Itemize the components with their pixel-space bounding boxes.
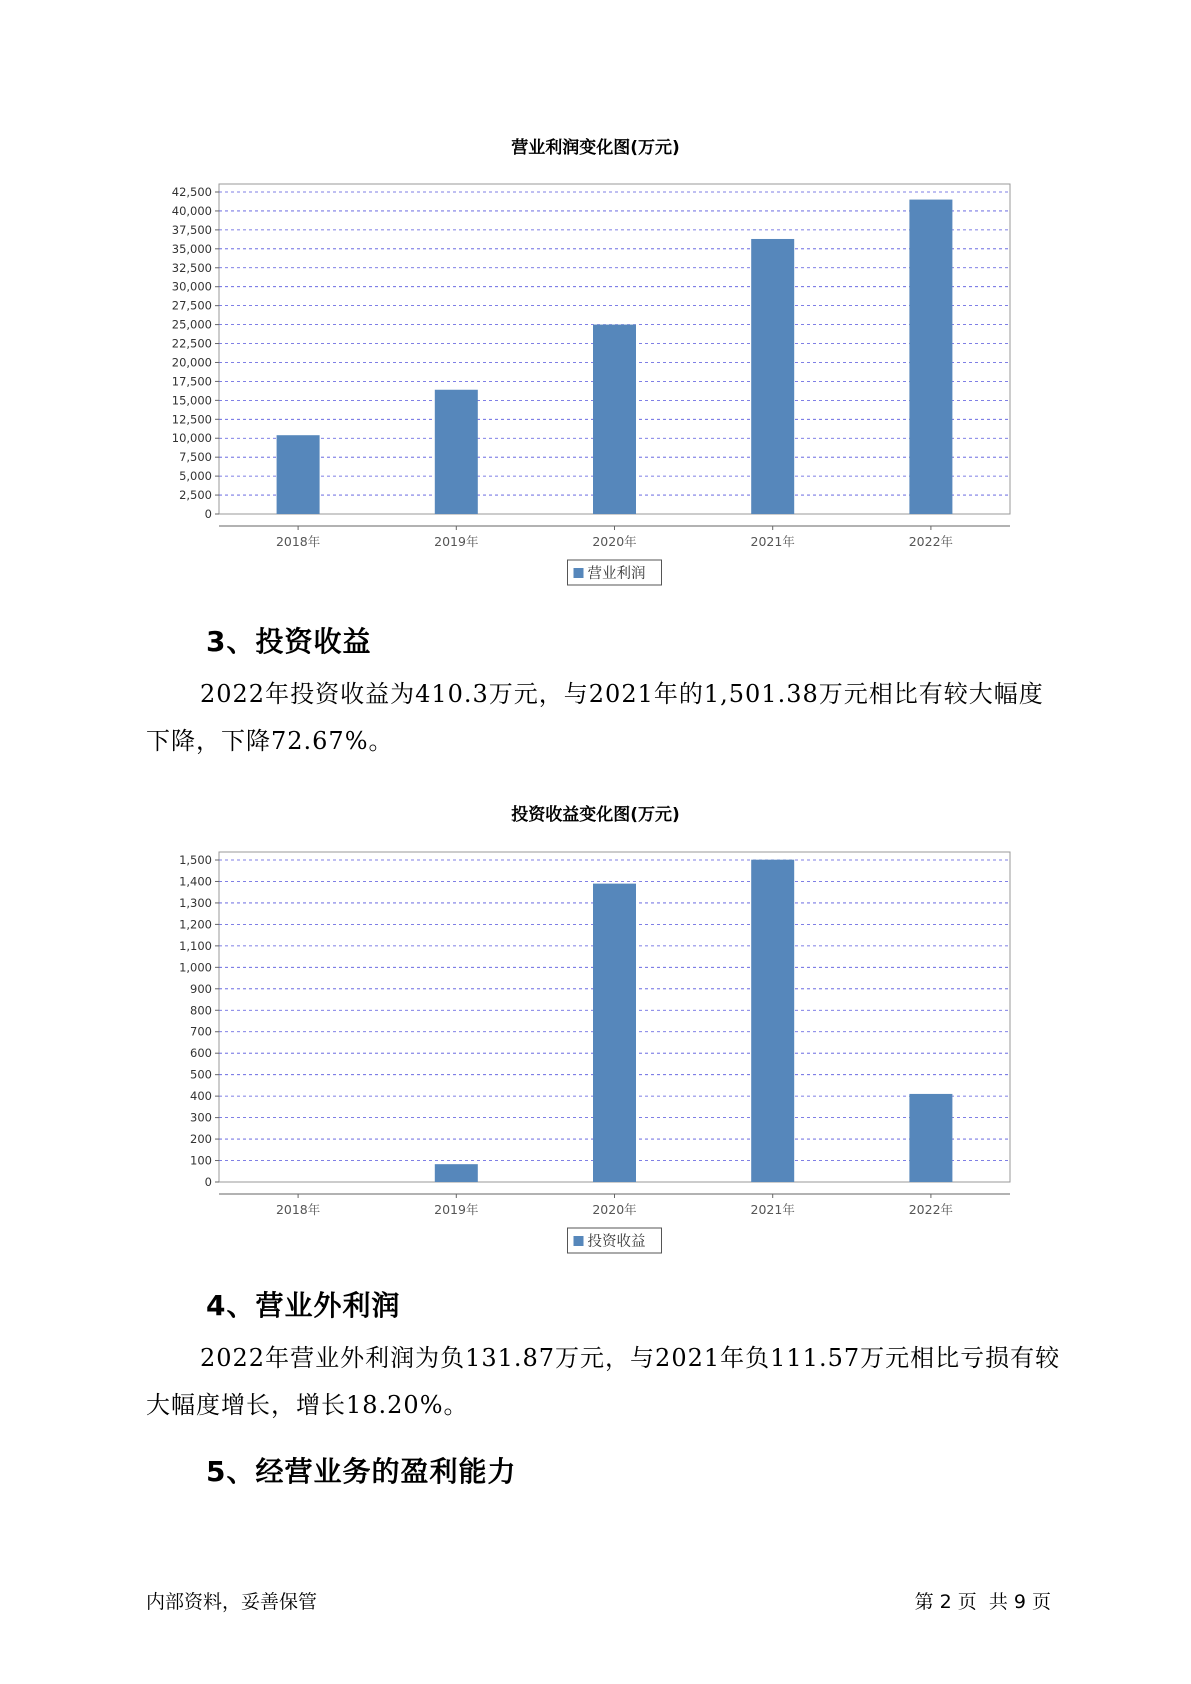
y-tick-label: 800 <box>190 1003 212 1018</box>
y-tick-label: 900 <box>190 981 212 996</box>
y-tick-label: 700 <box>190 1024 212 1039</box>
x-tick-label: 2022年 <box>908 1202 954 1217</box>
y-tick-label: 27,500 <box>171 298 212 313</box>
y-tick-label: 10,000 <box>171 431 212 446</box>
x-tick-label: 2019年 <box>434 1202 479 1217</box>
section-4-heading: 4、营业外利润 <box>206 1289 401 1322</box>
footer-confidential-note: 内部资料，妥善保管 <box>146 1591 318 1613</box>
y-tick-label: 1,300 <box>179 895 212 910</box>
section-3-heading: 3、投资收益 <box>206 625 372 658</box>
bar-2021年 <box>751 860 794 1182</box>
y-tick-label: 0 <box>204 507 212 521</box>
y-tick-label: 32,500 <box>171 260 212 275</box>
legend-label: 营业利润 <box>587 566 646 582</box>
section-5-heading: 5、经营业务的盈利能力 <box>206 1455 517 1488</box>
y-tick-label: 25,000 <box>171 317 212 332</box>
y-tick-label: 1,500 <box>179 853 212 867</box>
y-tick-label: 1,000 <box>179 960 212 975</box>
y-tick-label: 17,500 <box>171 374 212 389</box>
chart2-investment-income <box>0 828 1191 1268</box>
x-tick-label: 2021年 <box>750 1202 795 1217</box>
bar-2019年 <box>435 1164 478 1182</box>
bar-2020年 <box>593 325 636 514</box>
bar-2022年 <box>909 200 952 514</box>
y-tick-label: 30,000 <box>171 279 212 294</box>
y-tick-label: 40,000 <box>171 203 212 218</box>
section-4-paragraph: 2022年营业外利润为负131.87万元，与2021年负111.57万元相比亏损有较大幅度增长，增长18.20%。 <box>146 1344 1061 1419</box>
y-tick-label: 1,400 <box>179 874 212 889</box>
y-tick-label: 400 <box>190 1089 212 1104</box>
y-tick-label: 0 <box>204 1175 212 1189</box>
x-tick-label: 2021年 <box>750 534 795 549</box>
x-tick-label: 2022年 <box>908 534 954 549</box>
y-tick-label: 20,000 <box>171 355 212 370</box>
y-tick-label: 12,500 <box>171 412 212 427</box>
bar-2021年 <box>751 239 794 514</box>
x-tick-label: 2020年 <box>592 534 637 549</box>
section-3-paragraph: 2022年投资收益为410.3万元，与2021年的1,501.38万元相比有较大幅度下降，下降72.67%。 <box>146 680 1044 755</box>
y-tick-label: 300 <box>190 1110 212 1125</box>
y-tick-label: 600 <box>190 1046 212 1061</box>
y-tick-label: 5,000 <box>179 469 212 484</box>
y-tick-label: 2,500 <box>179 488 212 503</box>
chart1-title: 营业利润变化图(万元) <box>511 138 680 158</box>
bar-2019年 <box>435 390 478 514</box>
y-tick-label: 100 <box>190 1153 212 1168</box>
bar-2020年 <box>593 884 636 1182</box>
legend-swatch <box>574 568 584 578</box>
x-tick-label: 2018年 <box>275 534 321 549</box>
legend-swatch <box>574 1236 584 1246</box>
y-tick-label: 1,100 <box>179 938 212 953</box>
x-tick-label: 2018年 <box>275 1202 321 1217</box>
y-tick-label: 37,500 <box>171 222 212 237</box>
chart2-title: 投资收益变化图(万元) <box>511 805 680 825</box>
legend-label: 投资收益 <box>587 1234 646 1250</box>
y-tick-label: 22,500 <box>171 336 212 351</box>
y-tick-label: 500 <box>190 1067 212 1082</box>
x-tick-label: 2019年 <box>434 534 479 549</box>
y-tick-label: 15,000 <box>171 393 212 408</box>
x-tick-label: 2020年 <box>592 1202 637 1217</box>
bar-2022年 <box>909 1094 952 1182</box>
y-tick-label: 35,000 <box>171 241 212 256</box>
y-tick-label: 1,200 <box>179 917 212 932</box>
y-tick-label: 42,500 <box>171 185 212 199</box>
y-tick-label: 7,500 <box>179 450 212 465</box>
y-tick-label: 200 <box>190 1132 212 1147</box>
chart1-operating-profit <box>0 160 1191 600</box>
footer-page-number: 第 2 页 共 9 页 <box>914 1591 1051 1613</box>
bar-2018年 <box>277 435 320 514</box>
